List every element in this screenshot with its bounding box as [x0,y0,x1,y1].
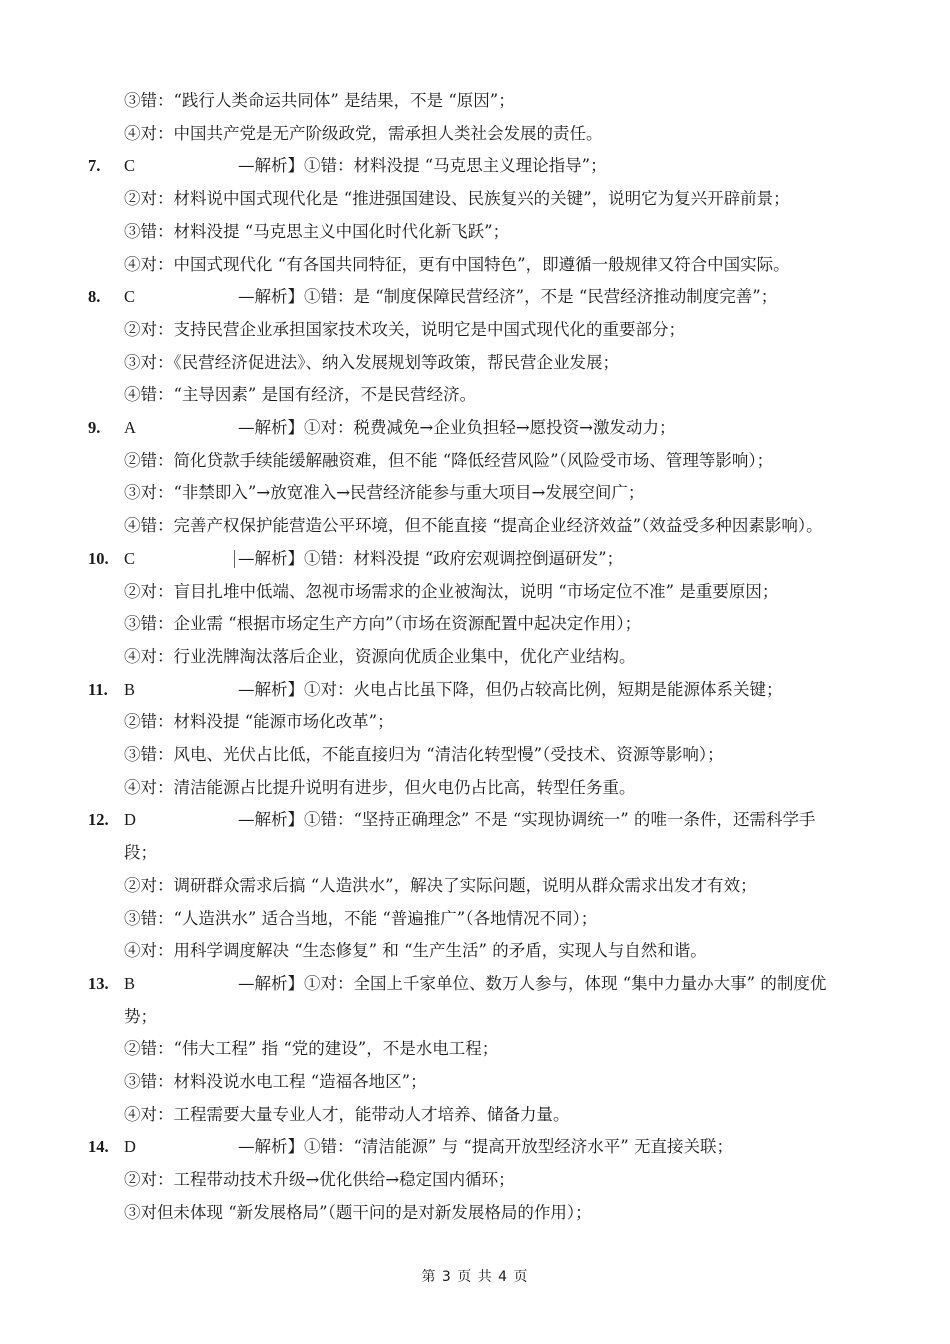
explanation-text: ②对：工程带动技术升级→优化供给→稳定国内循环； [124,1170,515,1190]
explanation-text: ③错：材料没说水电工程 “造福各地区”； [124,1072,427,1091]
explanation-text: 段； [124,843,157,863]
analysis-text: —解析】①错：“清洁能源” 与 “提高开放型经济水平” 无直接关联； [238,1137,733,1157]
answer-letter: B [124,679,136,699]
analysis-text: —解析】①错：“坚持正确理念” 不是 “实现协调统一” 的唯一条件，还需科学手 [238,810,816,830]
analysis-text: —解析】①错：材料没提 “马克思主义理论指导”； [238,156,607,176]
analysis-text: —解析】①对：税费减免→企业负担轻→愿投资→激发动力； [238,418,676,437]
analysis-text: —解析】①对：全国上千家单位、数万人参与，体现 “集中力量办大事” 的制度优 [238,973,827,993]
explanation-text: ③对：“非禁即入”→放宽准入→民营经济能参与重大项目→发展空间广； [124,483,645,503]
answer-letter: C [124,287,136,307]
explanation-text: ③错：材料没提 “马克思主义中国化时代化新飞跃”； [124,221,510,241]
explanation-text: ②错：简化贷款手续能缓解融资难，但不能 “降低经营风险”（风险受市场、管理等影响）； [124,450,774,470]
analysis-text: —解析】①错：材料没提 “政府宏观调控倒逼研发”； [238,548,624,568]
question-number: 13. [88,973,109,993]
explanation-text: ②对：盲目扎堆中低端、忽视市场需求的企业被淘汰，说明 “市场定位不准” 是重要原因； [124,581,779,601]
explanation-text: ④对：用科学调度解决 “生态修复” 和 “生产生活” 的矛盾，实现人与自然和谐。 [124,941,707,961]
question-number: 8. [88,287,101,307]
answer-letter: A [124,418,136,437]
explanation-text: ④对：清洁能源占比提升说明有进步，但火电仍占比高，转型任务重。 [124,777,636,797]
explanation-text: ④对：工程需要大量专业人才，能带动人才培养、储备力量。 [124,1104,570,1124]
explanation-text: ④对：行业洗牌淘汰落后企业，资源向优质企业集中，优化产业结构。 [124,646,636,666]
text-cursor-mark [234,550,235,568]
answer-letter: D [124,1137,136,1157]
explanation-text: ③错：“人造洪水” 适合当地，不能 “普遍推广”（各地情况不同）； [124,908,598,928]
analysis-text: —解析】①对：火电占比虽下降，但仍占较高比例，短期是能源体系关键； [238,679,783,699]
explanation-text: ②对：支持民营企业承担国家技术攻关，说明它是中国式现代化的重要部分； [124,319,685,339]
question-number: 7. [88,156,101,176]
explanation-text: ④错：完善产权保护能营造公平环境，但不能直接 “提高企业经济效益”（效益受多种因素影响）。 [124,516,823,536]
question-number: 9. [88,418,101,437]
answer-letter: C [124,156,136,176]
explanation-text: ③错：企业需 “根据市场定生产方向”（市场在资源配置中起决定作用）； [124,614,642,634]
explanation-text: ③对：《民营经济促进法》、纳入发展规划等政策，帮民营企业发展； [124,352,619,372]
answer-letter: C [124,548,136,568]
question-number: 12. [88,810,109,830]
explanation-text: ④对：中国式现代化 “有各国共同特征，更有中国特色”，即遵循一般规律又符合中国实际。 [124,254,790,274]
explanation-text: ②对：调研群众需求后搞 “人造洪水”，解决了实际问题，说明从群众需求出发才有效； [124,875,757,895]
question-number: 10. [88,548,109,568]
explanation-text: ④对：中国共产党是无产阶级政党，需承担人类社会发展的责任。 [124,123,603,143]
explanation-text: 势； [124,1006,157,1026]
explanation-text: ③对但未体现 “新发展格局”（题干问的是对新发展格局的作用）； [124,1202,592,1222]
question-number: 14. [88,1137,109,1157]
answer-letter: D [124,810,136,830]
answer-letter: B [124,973,136,993]
explanation-text: ②对：材料说中国式现代化是 “推进强国建设、民族复兴的关键”，说明它为复兴开辟前景； [124,189,790,209]
question-number: 11. [88,679,108,699]
explanation-text: ②错：“伟大工程” 指 “党的建设”，不是水电工程； [124,1039,499,1059]
explanation-text: ③错：风电、光伏占比低，不能直接归为 “清洁化转型慢”（受技术、资源等影响）； [124,745,724,764]
explanation-text: ③错：“践行人类命运共同体” 是结果，不是 “原因”； [124,91,515,110]
analysis-text: —解析】①错：是 “制度保障民营经济”，不是 “民营经济推动制度完善”； [238,287,778,307]
explanation-text: ②错：材料没提 “能源市场化改革”； [124,712,394,732]
page-footer: 第 3 页 共 4 页 [421,1269,529,1285]
explanation-text: ④错：“主导因素” 是国有经济，不是民营经济。 [124,385,477,405]
